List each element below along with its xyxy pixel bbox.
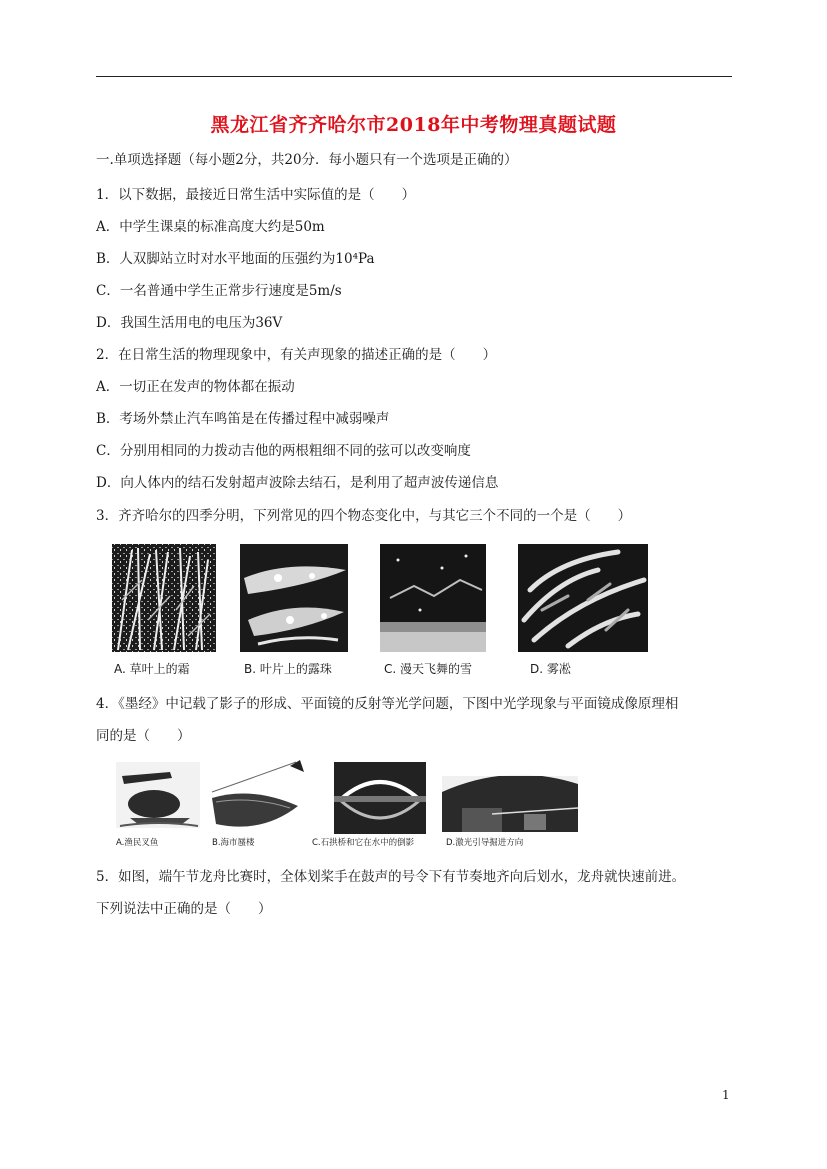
page-number: 1 [722,1088,730,1102]
arch-bridge-illustration [334,762,426,834]
question-2-option-d: D．向人体内的结石发射超声波除去结石，是利用了超声波传递信息 [96,475,499,491]
caption-4a: A.渔民叉鱼 [116,838,159,848]
caption-4d: D.激光引导掘进方向 [446,838,524,848]
question-1-option-b: B．人双脚站立时对水平地面的压强约为10⁴Pa [96,251,375,267]
caption-3b: B. 叶片上的露珠 [244,662,332,676]
rime-photo [518,544,648,652]
laser-tunnel-illustration [442,775,578,832]
caption-3c: C. 漫天飞舞的雪 [384,662,473,676]
caption-3a: A. 草叶上的霜 [114,662,190,676]
question-1-option-d: D．我国生活用电的电压为36V [96,315,283,331]
dew-photo [240,544,348,652]
question-5-stem-line1: 5．如图，端午节龙舟比赛时，全体划桨手在鼓声的号令下有节奏地齐向后划水，龙舟就快速前进。 [96,869,686,885]
question-2-option-c: C．分别用相同的力拨动吉他的两根粗细不同的弦可以改变响度 [96,443,471,459]
mirage-illustration [212,760,304,827]
question-5-stem-line2: 下列说法中正确的是（ ） [96,901,272,917]
fisherman-illustration [116,762,200,828]
question-3-figure [98,540,658,682]
question-2-stem: 2．在日常生活的物理现象中，有关声现象的描述正确的是（ ） [96,347,497,363]
caption-4b: B.海市蜃楼 [212,838,255,848]
caption-4c: C.石拱桥和它在水中的倒影 [312,838,415,848]
section-heading: 一.单项选择题（每小题2分，共20分．每小题只有一个选项是正确的） [96,152,518,168]
question-4-stem-line2: 同的是（ ） [96,728,191,744]
question-1-option-c: C．一名普通中学生正常步行速度是5m/s [96,283,342,299]
snow-photo [380,544,486,652]
question-1-option-a: A．中学生课桌的标准高度大约是50m [96,219,325,235]
question-2-option-b: B．考场外禁止汽车鸣笛是在传播过程中减弱噪声 [96,411,390,427]
header-rule [96,76,732,77]
question-4-figure [112,758,582,854]
question-2-option-a: A．一切正在发声的物体都在振动 [96,379,295,395]
question-3-stem: 3．齐齐哈尔的四季分明，下列常见的四个物态变化中，与其它三个不同的一个是（ ） [96,508,632,524]
question-4-stem-line1: 4．《墨经》中记载了影子的形成、平面镜的反射等光学问题，下图中光学现象与平面镜成像原理相 [96,696,679,712]
question-1-stem: 1．以下数据，最接近日常生活中实际值的是（ ） [96,187,416,203]
page-title: 黑龙江省齐齐哈尔市2018年中考物理真题试题 [210,114,617,136]
caption-3d: D. 雾凇 [530,662,571,676]
frost-photo [112,544,216,652]
